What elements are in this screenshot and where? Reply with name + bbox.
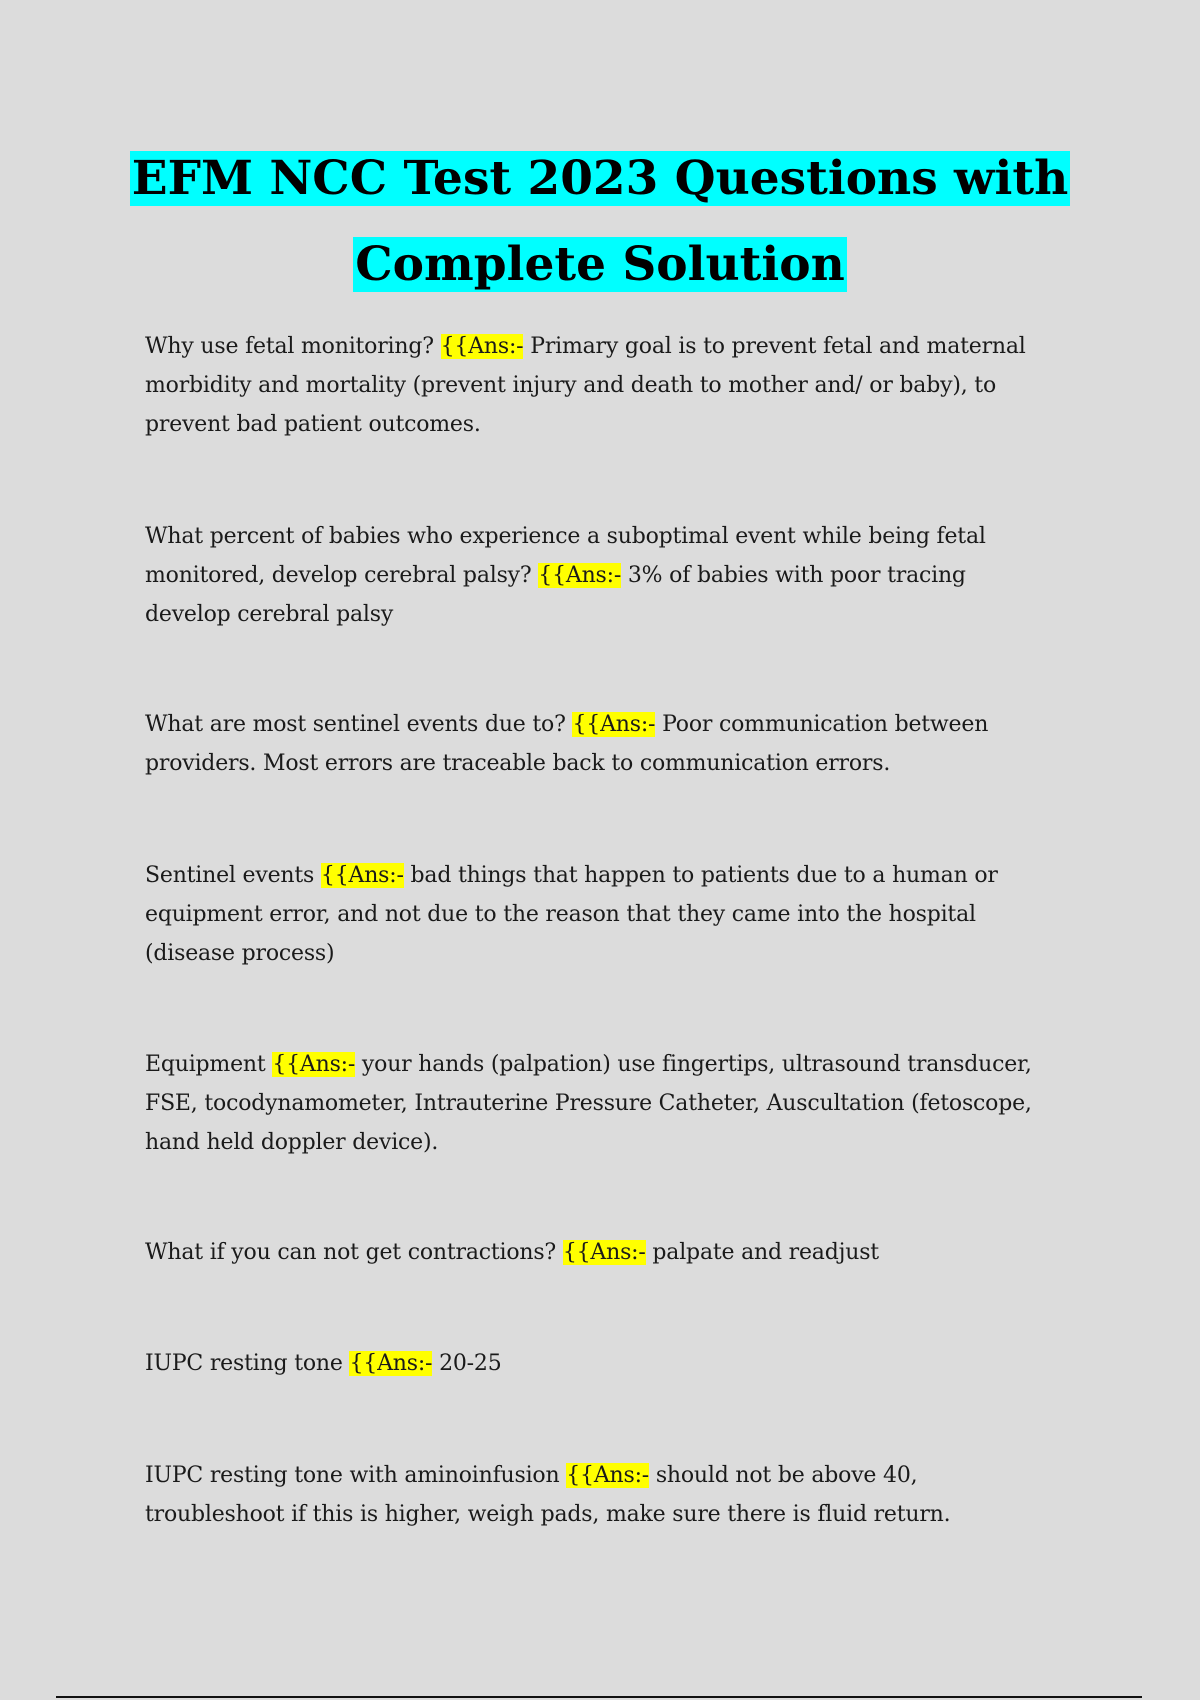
qa-item-8 bbox=[145, 1456, 1045, 1534]
answer-text: your hands (palpation) use fingertips, ultrasound transducer, FSE, tocodynamometer, Intrauterine Pressure Catheter, Auscultation (fetoscope, hand held doppler device). bbox=[145, 1052, 1032, 1155]
qa-item-5 bbox=[145, 1045, 1045, 1162]
answer-marker: {{Ans:- bbox=[562, 1240, 646, 1265]
answer-marker: {{Ans:- bbox=[538, 563, 622, 588]
qa-item-6 bbox=[145, 1233, 1045, 1272]
answer-text: Poor communication between providers. Most errors are traceable back to communication errors. bbox=[145, 712, 989, 776]
question-text: Equipment bbox=[145, 1052, 266, 1077]
answer-text: palpate and readjust bbox=[652, 1240, 879, 1265]
question-text: What if you can not get contractions? bbox=[145, 1240, 557, 1265]
answer-marker: {{Ans:- bbox=[272, 1052, 356, 1077]
page-divider bbox=[56, 1696, 1142, 1698]
answer-text: bad things that happen to patients due to a human or equipment error, and not due to the reason that they came into the hospital (disease process) bbox=[145, 863, 998, 966]
qa-item-3 bbox=[145, 705, 1045, 783]
answer-marker: {{Ans:- bbox=[349, 1351, 433, 1376]
qa-item-1 bbox=[145, 327, 1045, 444]
answer-text: Primary goal is to prevent fetal and maternal morbidity and mortality (prevent injury and death to mother and/ or baby), to prevent bad patient outcomes. bbox=[145, 334, 1026, 437]
answer-text: should not be above 40, troubleshoot if this is higher, weigh pads, make sure there is fluid return. bbox=[145, 1463, 951, 1527]
answer-marker: {{Ans:- bbox=[572, 712, 656, 737]
question-text: Why use fetal monitoring? bbox=[145, 334, 434, 359]
answer-marker: {{Ans:- bbox=[440, 334, 524, 359]
qa-item-4 bbox=[145, 856, 1045, 973]
qa-item-7 bbox=[145, 1344, 1045, 1383]
question-text: Sentinel events bbox=[145, 863, 315, 888]
answer-text: 3% of babies with poor tracing develop cerebral palsy bbox=[145, 563, 966, 627]
document-title bbox=[120, 136, 1080, 308]
question-text: IUPC resting tone with aminoinfusion bbox=[145, 1463, 560, 1488]
question-text: IUPC resting tone bbox=[145, 1351, 343, 1376]
answer-marker: {{Ans:- bbox=[320, 863, 404, 888]
answer-marker: {{Ans:- bbox=[566, 1463, 650, 1488]
question-text: What are most sentinel events due to? bbox=[145, 712, 566, 737]
qa-item-2 bbox=[145, 517, 1045, 634]
answer-text: 20-25 bbox=[439, 1351, 502, 1376]
title-line-1: EFM NCC Test 2023 Questions with bbox=[131, 151, 1069, 206]
title-line-2: Complete Solution bbox=[355, 237, 845, 292]
question-text: What percent of babies who experience a suboptimal event while being fetal monitored, develop cerebral palsy? bbox=[145, 524, 986, 588]
